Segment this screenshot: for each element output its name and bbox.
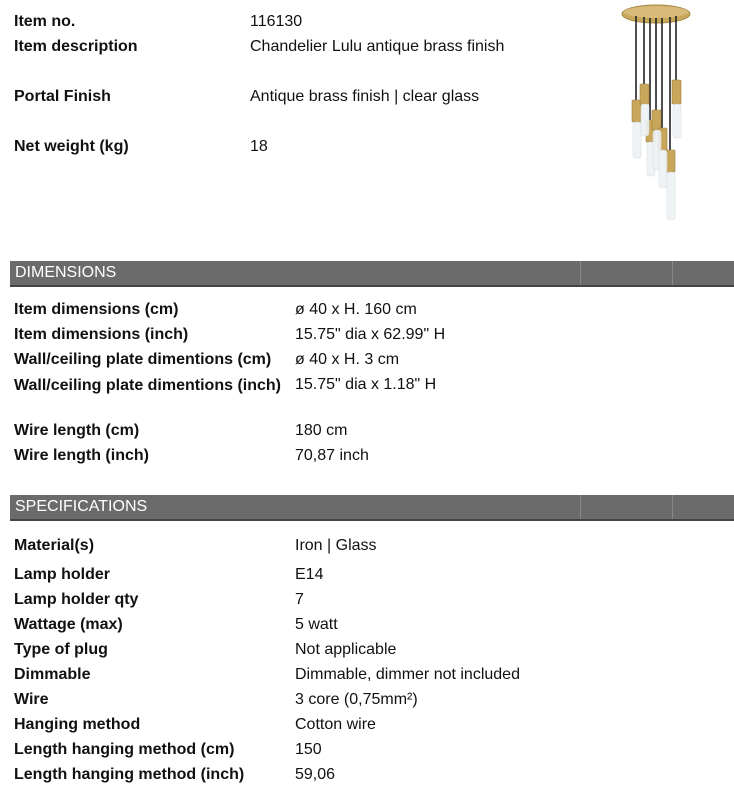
spec-value: 5 watt — [295, 616, 338, 633]
dimensions-header — [10, 261, 734, 287]
net-weight-label: Net weight (kg) — [14, 138, 129, 155]
spec-value: 59,06 — [295, 766, 336, 783]
item-no-value: 116130 — [250, 13, 303, 30]
spec-value: 150 — [295, 741, 322, 758]
spec-value: 7 — [295, 591, 304, 608]
dimensions-title: DIMENSIONS — [15, 264, 117, 281]
dimensions-value: 70,87 inch — [295, 447, 369, 464]
spec-label: Wattage (max) — [14, 616, 123, 633]
item-description-value: Chandelier Lulu antique brass finish — [250, 38, 505, 55]
item-no-label: Item no. — [14, 13, 76, 30]
spec-label: Type of plug — [14, 641, 108, 658]
dimensions-value: ø 40 x H. 3 cm — [295, 351, 400, 368]
spec-label: Length hanging method (inch) — [14, 766, 245, 783]
spec-label: Length hanging method (cm) — [14, 741, 235, 758]
portal-finish-value: Antique brass finish | clear glass — [250, 88, 480, 105]
dimensions-label: Wire length (inch) — [14, 447, 149, 464]
dimensions-label: Wall/ceiling plate dimentions (cm) — [14, 351, 272, 368]
spec-label: Dimmable — [14, 666, 91, 683]
dimensions-value: 180 cm — [295, 422, 348, 439]
portal-finish-label: Portal Finish — [14, 88, 111, 105]
spec-value: E14 — [295, 566, 324, 583]
item-description-label: Item description — [14, 38, 138, 55]
spec-label: Material(s) — [14, 537, 95, 554]
dimensions-label: Item dimensions (inch) — [14, 326, 189, 343]
spec-value: Not applicable — [295, 641, 397, 658]
spec-value: Cotton wire — [295, 716, 376, 733]
specifications-header — [10, 495, 734, 521]
spec-label: Hanging method — [14, 716, 141, 733]
chandelier-illustration — [600, 0, 734, 230]
specifications-title: SPECIFICATIONS — [15, 498, 148, 515]
spec-label: Lamp holder — [14, 566, 111, 583]
spec-label: Wire — [14, 691, 49, 708]
spec-value: Dimmable, dimmer not included — [295, 666, 520, 683]
net-weight-value: 18 — [250, 138, 268, 155]
spec-label: Lamp holder qty — [14, 591, 139, 608]
dimensions-label: Item dimensions (cm) — [14, 301, 179, 318]
dimensions-label: Wall/ceiling plate dimentions (inch) — [14, 377, 281, 394]
spec-value: 3 core (0,75mm²) — [295, 691, 418, 708]
spec-value: Iron | Glass — [295, 537, 377, 554]
dimensions-label: Wire length (cm) — [14, 422, 140, 439]
dimensions-value: 15.75" dia x 62.99" H — [295, 326, 446, 343]
dimensions-value: ø 40 x H. 160 cm — [295, 301, 417, 318]
dimensions-value: 15.75" dia x 1.18" H — [295, 376, 437, 393]
